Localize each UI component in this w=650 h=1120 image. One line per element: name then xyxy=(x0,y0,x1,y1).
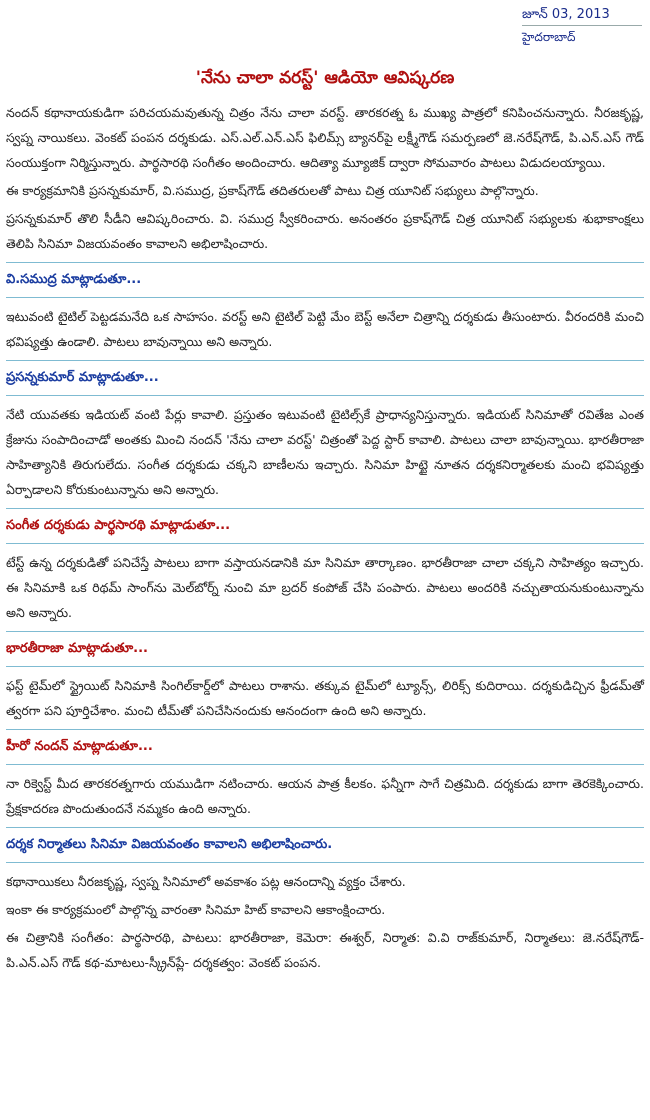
intro-paragraph-1: నందన్ కథానాయకుడిగా పరిచయమవుతున్న చిత్రం నేను చాలా వరస్ట్. తారకరత్న ఓ ముఖ్య పాత్రలో కనిపించనున్నారు. నీరజకృష్ణ, స్వప్న నాయికలు. వెంకట్ పంపన దర్శకుడు. ఎస్.ఎల్.ఎన్.ఎస్ ఫిలిమ్స్ బ్యానర్‌పై లక్ష్మీగౌడ్ సమర్పణలో జె.నరేష్‌గౌడ్, పి.ఎన్.ఎస్ గౌడ్ సంయుక్తంగా నిర్మిస్తున్నారు. పార్థసారథి సంగీతం అందించారు. ఆదిత్యా మ్యూజిక్ ద్వారా సోమవారం పాటలు విడుదలయ్యాయి. xyxy=(6,105,644,170)
article-body xyxy=(6,100,644,978)
section-divider xyxy=(6,395,644,396)
dateline-place: హైదరాబాద్ xyxy=(522,30,576,44)
section-divider xyxy=(6,827,644,828)
section-divider xyxy=(6,729,644,730)
section-heading-producers: దర్శక నిర్మాతలు సినిమా విజయవంతం కావాలని అభిలాషించారు. xyxy=(6,837,333,852)
meta-divider xyxy=(522,25,642,26)
article-meta xyxy=(522,6,642,46)
intro-paragraph-3: ప్రసన్నకుమార్ తొలి సీడీని ఆవిష్కరించారు. వి. సముద్ర స్వీకరించారు. అనంతరం ప్రకాష్‌గౌడ్ చిత్ర యూనిట్ సభ్యులకు శుభాకాంక్షలు తెలిపి సినిమా విజయవంతం కావాలని అభిలాషించారు. xyxy=(6,211,644,251)
section-divider xyxy=(6,543,644,544)
section-heading-bharathiraja: భారతీరాజా మాట్లాడుతూ... xyxy=(6,641,148,656)
section-heading-parthasarathi: సంగీత దర్శకుడు పార్థసారథి మాట్లాడుతూ... xyxy=(6,518,231,533)
section-text-nandan: నా రిక్వెస్ట్ మీద తారకరత్నగారు యముడిగా నటించారు. ఆయన పాత్ర కీలకం. ఫన్నీగా సాగే చిత్రమిది. దర్శకుడు బాగా తెరకెక్కించారు. ప్రేక్షకాదరణ పొందుతుందనే నమ్మకం ఉంది అన్నారు. xyxy=(6,776,644,816)
section-divider xyxy=(6,666,644,667)
section-divider xyxy=(6,508,644,509)
section-heading-samudra: వి.సముద్ర మాట్లాడుతూ... xyxy=(6,272,142,287)
section-heading-nandan: హీరో నందన్ మాట్లాడుతూ... xyxy=(6,739,153,754)
section-text-prasanna: నేటి యువతకు ఇడియట్ వంటి పేర్లు కావాలి. ప్రస్తుతం ఇటువంటి టైటిల్స్‌కే ప్రాధాన్యనిస్తున్నారు. ఇడియట్ సినిమాతో రవితేజ ఎంత క్రేజును సంపాదించాడో అంతకు మించి నందన్ 'నేను చాలా వరస్ట్' చిత్రంతో పెద్ద స్టార్ కావాలి. పాటలు చాలా బావున్నాయి. భారతీరాజా సాహిత్యానికి తిరుగులేదు. సంగీత దర్శకుడు చక్కని బాణీలను ఇచ్చారు. సినిమా హిట్టై నూతన దర్శకనిర్మాతలకు మంచి భవిష్యత్తు ఏర్పాడాలని కోరుకుంటున్నాను అని అన్నారు. xyxy=(6,407,644,497)
section-divider xyxy=(6,262,644,263)
section-divider xyxy=(6,360,644,361)
section-text-samudra: ఇటువంటి టైటిల్ పెట్టడమనేది ఒక సాహసం. వరస్ట్ అని టైటిల్ పెట్టి మేం బెస్ట్ అనేలా చిత్రాన్ని దర్శకుడు తీసుంటారు. వీరందరికి మంచి భవిష్యత్తు ఉండాలి. పాటలు బావున్నాయి అని అన్నారు. xyxy=(6,309,644,349)
closing-paragraph-1: ఇంకా ఈ కార్యక్రమంలో పాల్గొన్న వారంతా సినిమా హిట్ కావాలని ఆకాంక్షించారు. xyxy=(6,902,386,917)
section-divider xyxy=(6,862,644,863)
intro-paragraph-2: ఈ కార్యక్రమానికి ప్రసన్నకుమార్, వి.సముద్ర, ప్రకాష్‌గౌడ్ తదితరులతో పాటు చిత్ర యూనిట్ సభ్యులు పాల్గొన్నారు. xyxy=(6,183,539,198)
section-divider xyxy=(6,764,644,765)
section-text-bharathiraja: ఫస్ట్ టైమ్‌లో స్ట్రైయిట్ సినిమాకి సింగిల్‌కార్డ్‌లో పాటలు రాశాను. తక్కువ టైమ్‌లో ట్యూన్స్, లిరిక్స్ కుదిరాయి. దర్శకుడిచ్చిన ఫ్రీడమ్‌తో త్వరగా పని పూర్తిచేశాం. మంచి టీమ్‌తో పనిచేసినందుకు ఆనందంగా ఉంది అని అన్నారు. xyxy=(6,678,644,718)
section-heading-prasanna: ప్రసన్నకుమార్ మాట్లాడుతూ... xyxy=(6,370,159,385)
section-divider xyxy=(6,297,644,298)
section-divider xyxy=(6,631,644,632)
credits-paragraph: ఈ చిత్రానికి సంగీతం: పార్థసారథి, పాటలు: భారతీరాజా, కెమెరా: ఈశ్వర్, నిర్మాత: వి.వి రాజ్‌కుమార్, నిర్మాతలు: జె.నరేష్‌గౌడ్-పి.ఎన్.ఎస్ గౌడ్ కథ-మాటలు-స్క్రీన్‌ప్లే- దర్శకత్వం: వెంకట్ పంపన. xyxy=(6,930,644,970)
section-text-heroines: కథానాయికలు నీరజకృష్ణ, స్వప్న సినిమాలో అవకాశం పట్ల ఆనందాన్ని వ్యక్తం చేశారు. xyxy=(6,874,406,889)
publish-date: జూన్ 03, 2013 xyxy=(522,7,610,22)
article-title: 'నేను చాలా వరస్ట్' ఆడియో ఆవిష్కరణ xyxy=(195,68,455,88)
section-text-parthasarathi: టేస్ట్ ఉన్న దర్శకుడితో పనిచేస్తే పాటలు బాగా వస్తాయనడానికి మా సినిమా తార్కాణం. భారతీరాజా చాలా చక్కని సాహిత్యం ఇచ్చారు. ఈ సినిమాకి ఒక రిథమ్ సాంగ్‌ను మెల్‌బోర్న్ నుంచి మా బ్రదర్ కంపోజ్ చేసి పంపారు. పాటలు అందరికి నచ్చుతాయనుకుంటున్నాను అని అన్నారు. xyxy=(6,555,644,620)
